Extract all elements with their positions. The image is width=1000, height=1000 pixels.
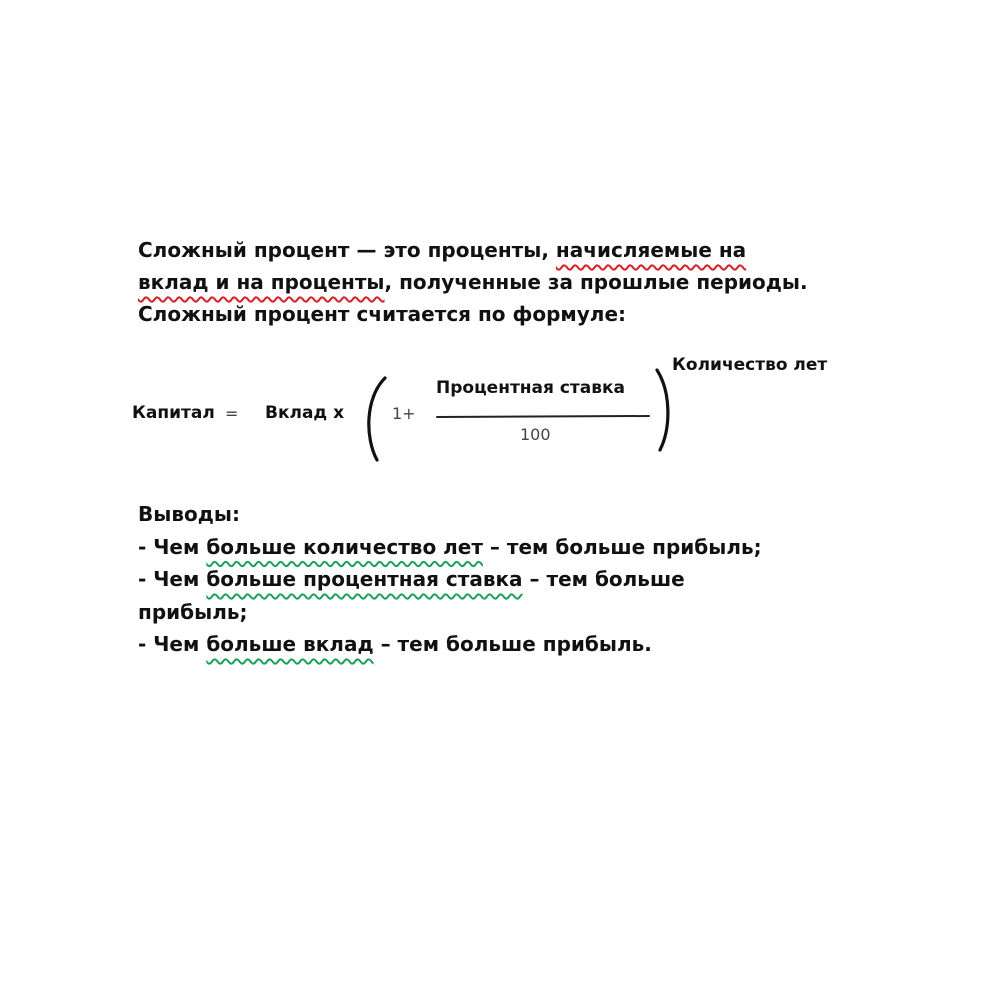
conclusion-item-1	[138, 531, 898, 564]
formula-deposit: Вклад х	[265, 403, 345, 423]
formula-one-plus: 1+	[392, 404, 416, 423]
highlight-larger-deposit: больше вклад	[206, 632, 374, 656]
intro-line-1	[138, 234, 878, 266]
intro-line-1-text: Сложный процент — это проценты,	[138, 238, 556, 262]
conclusions-section	[138, 498, 898, 661]
conclusion-1-suffix: – тем больше прибыль;	[482, 534, 762, 559]
conclusion-item-2-continued: прибыль;	[138, 599, 248, 624]
formula-denominator: 100	[520, 425, 551, 444]
conclusion-3-suffix: – тем больше прибыль.	[373, 632, 652, 656]
intro-line-2	[138, 266, 878, 298]
conclusion-3-prefix: - Чем	[138, 632, 207, 656]
right-paren-icon	[657, 370, 668, 450]
formula-numerator: Процентная ставка	[436, 378, 626, 398]
conclusion-1-prefix: - Чем	[138, 534, 207, 559]
conclusion-2-prefix: - Чем	[138, 567, 207, 591]
conclusions-heading: Выводы:	[138, 502, 240, 526]
formula-capital: Капитал	[132, 403, 215, 423]
formula-exponent: Количество лет	[672, 355, 828, 375]
intro-paragraph	[138, 234, 878, 330]
conclusion-item-2	[138, 563, 898, 596]
highlight-higher-rate: больше процентная ставка	[206, 567, 523, 591]
left-paren-icon	[369, 378, 385, 460]
highlight-deposit-and-interest: вклад и на проценты	[138, 270, 385, 294]
conclusion-2-suffix: – тем больше	[522, 567, 685, 591]
intro-line-2-text: , полученные за прошлые периоды.	[384, 270, 808, 294]
highlight-accrued-on: начисляемые на	[555, 238, 747, 262]
conclusion-item-3	[138, 628, 898, 661]
fraction-bar	[437, 416, 649, 417]
formula-equals: =	[225, 404, 239, 423]
highlight-more-years: больше количество лет	[206, 534, 483, 559]
compound-interest-formula	[130, 350, 870, 470]
intro-line-3: Сложный процент считается по формуле:	[138, 302, 627, 326]
